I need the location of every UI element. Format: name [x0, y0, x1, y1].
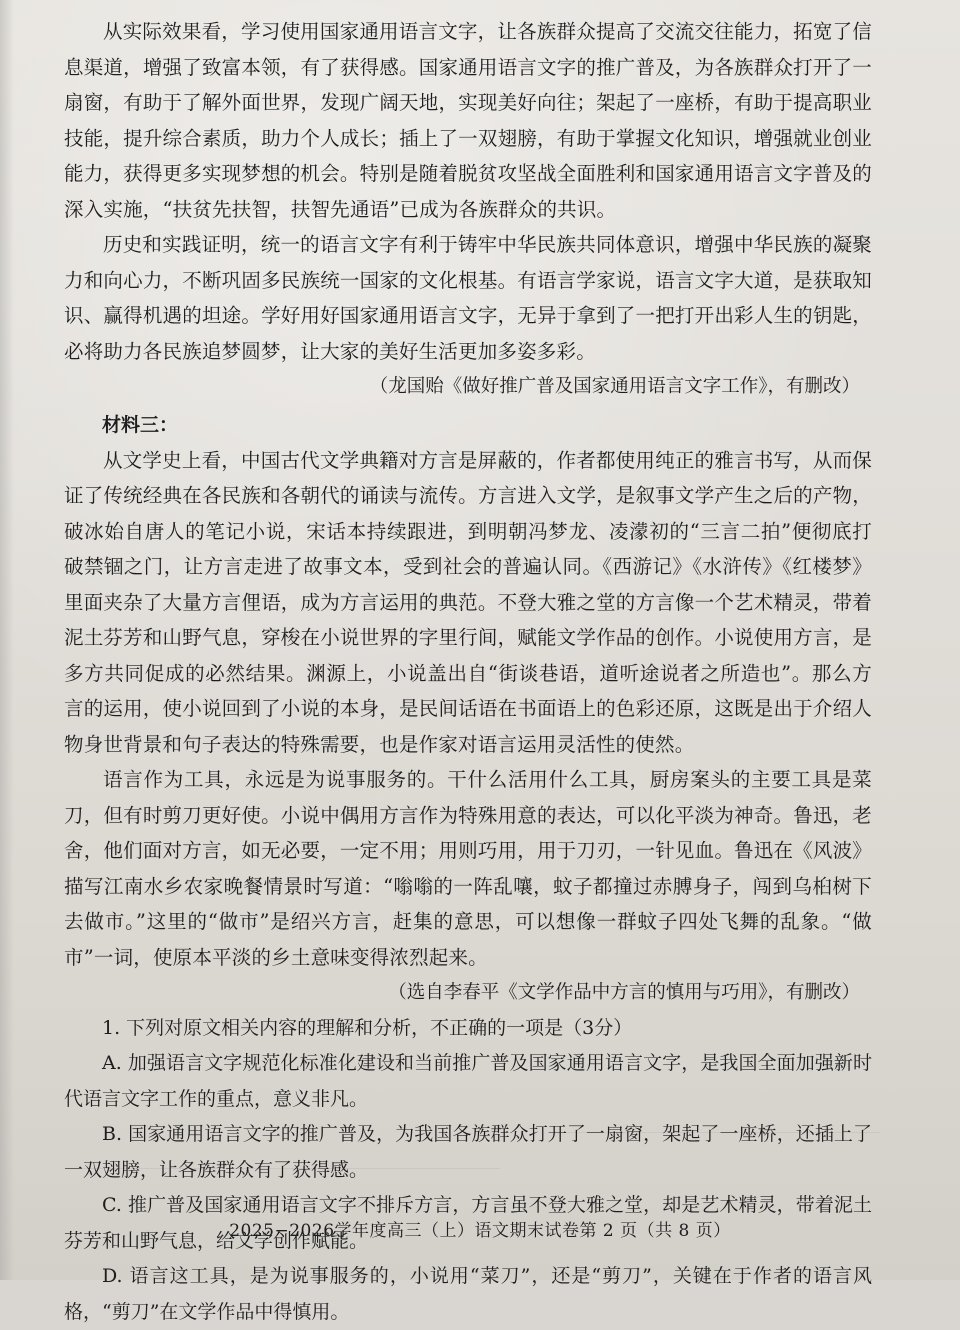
paragraph-literature-history: 从文学史上看，中国古代文学典籍对方言是屏蔽的，作者都使用纯正的雅言书写，从而保证了传统经典在各民族和各朝代的诵读与流传。方言进入文学，是叙事文学产生之后的产物，破冰始自唐人的笔记小说，宋话本持续跟进，到明朝冯梦龙、凌濛初的“三言二拍”便彻底打破禁锢之门，让方言走进了故事文本，受到社会的普遍认同。《西游记》《水浒传》《红楼梦》里面夹杂了大量方言俚语，成为方言运用的典范。不登大雅之堂的方言像一个艺术精灵，带着泥土芬芳和山野气息，穿梭在小说世界的字里行间，赋能文学作品的创作。小说使用方言，是多方共同促成的必然结果。渊源上，小说盖出自“街谈巷语，道听途说者之所造也”。那么方言的运用，使小说回到了小说的本身，是民间话语在书面语上的色彩还原，这既是出于介绍人物身世背景和句子表达的特殊需要，也是作家对语言运用灵活性的使然。 — [64, 448, 872, 756]
paragraph-history: 历史和实践证明，统一的语言文字有利于铸牢中华民族共同体意识，增强中华民族的凝聚力和向心力，不断巩固多民族统一国家的文化根基。有语言学家说，语言文字大道，是获取知识、赢得机遇的坦途。学好用好国家通用语言文字，无异于拿到了一把打开出彩人生的钥匙，必将助力各民族追梦圆梦，让大家的美好生活更加多姿多彩。 — [64, 233, 872, 363]
option-b: B. 国家通用语言文字的推广普及，为我国各族群众打开了一扇窗，架起了一座桥，还插上了一双翅膀，让各族群众有了获得感。 — [64, 1123, 872, 1181]
source-citation-2: （选自李春平《文学作品中方言的慎用与巧用》，有删改） — [388, 982, 860, 1003]
material-three-heading: 材料三： — [102, 413, 179, 436]
option-a: A. 加强语言文字规范化标准化建设和当前推广普及国家通用语言文字，是我国全面加强新时代语言文字工作的重点，意义非凡。 — [64, 1052, 872, 1110]
page-shadow — [0, 0, 14, 1280]
page-footer: 2025−2026学年度高三（上）语文期末试卷第 2 页（共 8 页） — [229, 1221, 731, 1241]
paragraph-language-tool: 语言作为工具，永远是为说事服务的。干什么活用什么工具，厨房案头的主要工具是菜刀，但有时剪刀更好使。小说中偶用方言作为特殊用意的表达，可以化平淡为神奇。鲁迅，老舍，他们面对方言，如无必要，一定不用；用则巧用，用于刀刃，一针见血。鲁迅在《风波》描写江南水乡农家晚餐情景时写道：“嗡嗡的一阵乱嚷，蚊子都撞过赤膊身子，闯到乌桕树下去做市。”这里的“做市”是绍兴方言，赶集的意思，可以想像一群蚊子四处飞舞的乱象。“做市”一词，使原本平淡的乡土意味变得浓烈起来。 — [64, 768, 872, 969]
source-citation-1: （龙国贻《做好推广普及国家通用语言文字工作》，有删改） — [369, 376, 860, 397]
option-d: D. 语言这工具，是为说事服务的，小说用“菜刀”，还是“剪刀”，关键在于作者的语言风格，“剪刀”在文学作品中得慎用。 — [64, 1265, 872, 1323]
question-stem: 1. 下列对原文相关内容的理解和分析，不正确的一项是（3分） — [102, 1016, 633, 1039]
paragraph-effect: 从实际效果看，学习使用国家通用语言文字，让各族群众提高了交流交往能力，拓宽了信息渠道，增强了致富本领，有了获得感。国家通用语言文字的推广普及，为各族群众打开了一扇窗，有助于了解外面世界，发现广阔天地，实现美好向往；架起了一座桥，有助于提高职业技能，提升综合素质，助力个人成长；插上了一双翅膀，有助于掌握文化知识，增强就业创业能力，获得更多实现梦想的机会。特别是随着脱贫攻坚战全面胜利和国家通用语言文字普及的深入实施，“扶贫先扶智，扶智先通语”已成为各族群众的共识。 — [64, 20, 872, 221]
option-c: C. 推广普及国家通用语言文字不排斥方言，方言虽不登大雅之堂，却是艺术精灵，带着泥土芬芳和山野气息，给文学创作赋能。 — [64, 1194, 872, 1252]
page-content — [64, 14, 872, 1330]
